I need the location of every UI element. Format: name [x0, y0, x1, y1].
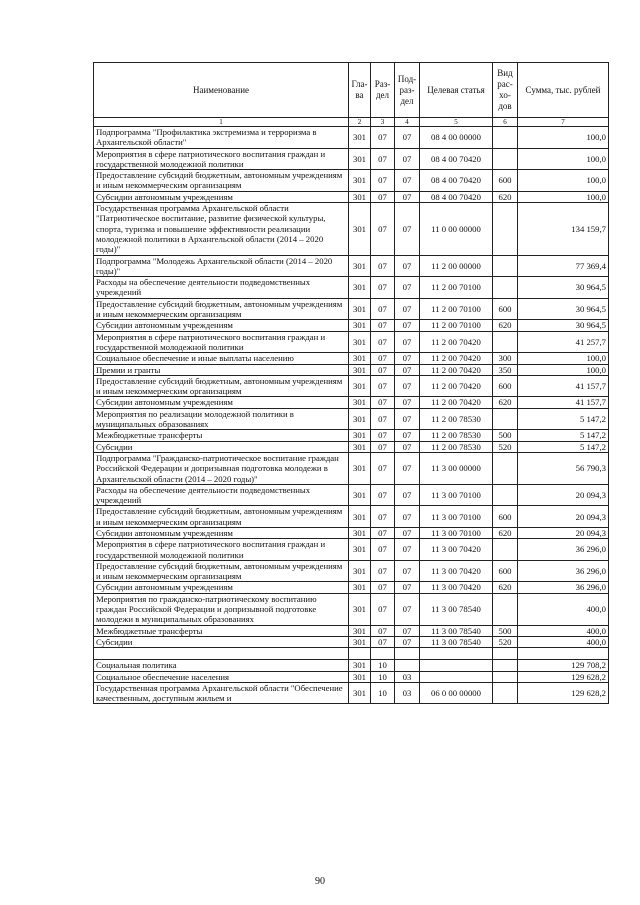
- table-row: [94, 375, 609, 397]
- row-expense-type: 500: [493, 625, 518, 636]
- row-section: 07: [371, 203, 395, 255]
- row-amount: 30 964,5: [518, 298, 609, 320]
- row-chapter: 301: [349, 320, 371, 331]
- row-chapter: 301: [349, 375, 371, 397]
- row-target-article: 11 3 00 00000: [420, 452, 493, 484]
- row-expense-type: [493, 593, 518, 625]
- row-section: 07: [371, 255, 395, 277]
- row-section: 07: [371, 127, 395, 149]
- column-number: 4: [395, 118, 420, 127]
- row-chapter: 301: [349, 560, 371, 582]
- row-section: 07: [371, 331, 395, 353]
- row-chapter: [349, 648, 371, 660]
- row-chapter: 301: [349, 148, 371, 170]
- table-row: [94, 648, 609, 660]
- table-row: [94, 127, 609, 149]
- column-number: 6: [493, 118, 518, 127]
- row-chapter: 301: [349, 441, 371, 452]
- row-amount: 36 296,0: [518, 560, 609, 582]
- table-row: [94, 203, 609, 255]
- row-section: 07: [371, 452, 395, 484]
- row-name: Предоставление субсидий бюджетным, автономным учреждениям и иным некоммерческим организациям: [94, 375, 349, 397]
- row-section: 07: [371, 277, 395, 299]
- header-amount: Сумма, тыс. рублей: [518, 63, 609, 118]
- row-chapter: 301: [349, 430, 371, 441]
- row-chapter: 301: [349, 170, 371, 192]
- row-amount: 5 147,2: [518, 441, 609, 452]
- row-amount: 129 628,2: [518, 682, 609, 704]
- row-expense-type: 620: [493, 527, 518, 538]
- row-amount: 77 369,4: [518, 255, 609, 277]
- row-chapter: 301: [349, 625, 371, 636]
- row-section: 07: [371, 170, 395, 192]
- row-expense-type: 520: [493, 636, 518, 647]
- row-name: Предоставление субсидий бюджетным, автономным учреждениям и иным некоммерческим организациям: [94, 560, 349, 582]
- row-chapter: 301: [349, 397, 371, 408]
- row-amount: 400,0: [518, 593, 609, 625]
- header-chapter: Гла-ва: [349, 63, 371, 118]
- row-name: Субсидии: [94, 441, 349, 452]
- row-target-article: [420, 660, 493, 671]
- row-section: 07: [371, 375, 395, 397]
- row-target-article: 11 3 00 78540: [420, 593, 493, 625]
- row-chapter: 301: [349, 682, 371, 704]
- row-target-article: 08 4 00 70420: [420, 191, 493, 202]
- row-amount: 129 708,2: [518, 660, 609, 671]
- row-section: 07: [371, 430, 395, 441]
- row-section: 07: [371, 353, 395, 364]
- row-chapter: 301: [349, 255, 371, 277]
- table-row: [94, 191, 609, 202]
- row-amount: 100,0: [518, 170, 609, 192]
- row-target-article: 11 2 00 70100: [420, 277, 493, 299]
- row-section: 07: [371, 364, 395, 375]
- row-expense-type: 620: [493, 320, 518, 331]
- row-section: 07: [371, 484, 395, 506]
- header-row: [94, 63, 609, 118]
- row-expense-type: [493, 682, 518, 704]
- table-row: [94, 408, 609, 430]
- row-expense-type: [493, 452, 518, 484]
- row-name: Мероприятия по гражданско-патриотическому воспитанию граждан Российской Федерации и допризывной подготовке молодежи в муниципальных образованиях: [94, 593, 349, 625]
- row-subsection: 07: [395, 320, 420, 331]
- row-chapter: 301: [349, 408, 371, 430]
- row-subsection: 07: [395, 560, 420, 582]
- row-chapter: 301: [349, 636, 371, 647]
- row-section: 07: [371, 148, 395, 170]
- row-amount: 100,0: [518, 191, 609, 202]
- row-target-article: 08 4 00 70420: [420, 148, 493, 170]
- row-expense-type: 600: [493, 298, 518, 320]
- row-target-article: 11 2 00 78530: [420, 408, 493, 430]
- table-row: [94, 671, 609, 682]
- row-target-article: 11 3 00 78540: [420, 636, 493, 647]
- row-chapter: 301: [349, 582, 371, 593]
- row-expense-type: 620: [493, 582, 518, 593]
- row-chapter: 301: [349, 452, 371, 484]
- row-expense-type: [493, 484, 518, 506]
- row-amount: 20 094,3: [518, 527, 609, 538]
- row-chapter: 301: [349, 539, 371, 561]
- row-chapter: 301: [349, 127, 371, 149]
- table-row: [94, 582, 609, 593]
- row-amount: 30 964,5: [518, 277, 609, 299]
- row-chapter: 301: [349, 506, 371, 528]
- column-number: 3: [371, 118, 395, 127]
- row-expense-type: 620: [493, 191, 518, 202]
- row-section: 07: [371, 582, 395, 593]
- row-name: [94, 648, 349, 660]
- row-subsection: 03: [395, 682, 420, 704]
- row-name: Предоставление субсидий бюджетным, автономным учреждениям и иным некоммерческим организациям: [94, 298, 349, 320]
- column-number: 2: [349, 118, 371, 127]
- row-target-article: 11 3 00 70420: [420, 582, 493, 593]
- row-subsection: 03: [395, 671, 420, 682]
- row-amount: 36 296,0: [518, 582, 609, 593]
- row-expense-type: [493, 203, 518, 255]
- row-subsection: 07: [395, 148, 420, 170]
- row-amount: 41 157,7: [518, 397, 609, 408]
- budget-table: [93, 62, 609, 704]
- row-target-article: 11 2 00 70420: [420, 331, 493, 353]
- row-chapter: 301: [349, 527, 371, 538]
- row-name: Социальное обеспечение и иные выплаты населению: [94, 353, 349, 364]
- row-target-article: 11 3 00 78540: [420, 625, 493, 636]
- row-chapter: 301: [349, 660, 371, 671]
- row-name: Премии и гранты: [94, 364, 349, 375]
- row-target-article: 11 0 00 00000: [420, 203, 493, 255]
- row-section: 10: [371, 671, 395, 682]
- row-target-article: 11 2 00 00000: [420, 255, 493, 277]
- table-row: [94, 397, 609, 408]
- row-section: 10: [371, 660, 395, 671]
- row-expense-type: 600: [493, 506, 518, 528]
- row-target-article: 11 2 00 70420: [420, 397, 493, 408]
- table-row: [94, 560, 609, 582]
- row-subsection: 07: [395, 203, 420, 255]
- row-subsection: 07: [395, 527, 420, 538]
- row-expense-type: [493, 255, 518, 277]
- row-expense-type: 300: [493, 353, 518, 364]
- row-target-article: 11 3 00 70420: [420, 560, 493, 582]
- row-target-article: 11 2 00 78530: [420, 430, 493, 441]
- table-row: [94, 364, 609, 375]
- row-expense-type: 620: [493, 397, 518, 408]
- row-subsection: 07: [395, 375, 420, 397]
- table-row: [94, 539, 609, 561]
- row-name: Предоставление субсидий бюджетным, автономным учреждениям и иным некоммерческим организациям: [94, 506, 349, 528]
- row-expense-type: [493, 331, 518, 353]
- row-section: 07: [371, 397, 395, 408]
- row-name: Субсидии: [94, 636, 349, 647]
- row-chapter: 301: [349, 203, 371, 255]
- table-row: [94, 320, 609, 331]
- row-expense-type: [493, 671, 518, 682]
- row-section: 07: [371, 408, 395, 430]
- column-number: 1: [94, 118, 349, 127]
- row-target-article: 11 2 00 70420: [420, 364, 493, 375]
- row-target-article: [420, 671, 493, 682]
- row-subsection: 07: [395, 636, 420, 647]
- row-name: Субсидии автономным учреждениям: [94, 397, 349, 408]
- row-expense-type: [493, 148, 518, 170]
- row-name: Субсидии автономным учреждениям: [94, 191, 349, 202]
- row-section: 07: [371, 191, 395, 202]
- row-name: Предоставление субсидий бюджетным, автономным учреждениям и иным некоммерческим организациям: [94, 170, 349, 192]
- table-row: [94, 660, 609, 671]
- row-subsection: 07: [395, 484, 420, 506]
- row-chapter: 301: [349, 331, 371, 353]
- row-amount: 20 094,3: [518, 506, 609, 528]
- row-expense-type: 600: [493, 560, 518, 582]
- row-chapter: 301: [349, 277, 371, 299]
- row-subsection: 07: [395, 170, 420, 192]
- row-chapter: 301: [349, 671, 371, 682]
- row-expense-type: [493, 127, 518, 149]
- row-subsection: 07: [395, 582, 420, 593]
- row-subsection: 07: [395, 506, 420, 528]
- row-subsection: [395, 660, 420, 671]
- row-amount: 100,0: [518, 364, 609, 375]
- table-row: [94, 277, 609, 299]
- row-section: 07: [371, 636, 395, 647]
- row-amount: 56 790,3: [518, 452, 609, 484]
- row-expense-type: [493, 648, 518, 660]
- row-target-article: 11 2 00 78530: [420, 441, 493, 452]
- table-row: [94, 441, 609, 452]
- row-chapter: 301: [349, 298, 371, 320]
- row-target-article: 11 3 00 70100: [420, 506, 493, 528]
- row-name: Субсидии автономным учреждениям: [94, 527, 349, 538]
- row-target-article: 11 2 00 70420: [420, 353, 493, 364]
- table-row: [94, 452, 609, 484]
- row-amount: 30 964,5: [518, 320, 609, 331]
- table-row: [94, 593, 609, 625]
- row-amount: 100,0: [518, 127, 609, 149]
- row-target-article: 11 2 00 70100: [420, 320, 493, 331]
- table-row: [94, 331, 609, 353]
- header-target-article: Целевая статья: [420, 63, 493, 118]
- row-subsection: 07: [395, 452, 420, 484]
- row-section: [371, 648, 395, 660]
- row-name: Мероприятия по реализации молодежной политики в муниципальных образованиях: [94, 408, 349, 430]
- row-target-article: 11 2 00 70420: [420, 375, 493, 397]
- table-body: [94, 127, 609, 704]
- row-amount: 36 296,0: [518, 539, 609, 561]
- row-subsection: [395, 648, 420, 660]
- table-row: [94, 625, 609, 636]
- table-row: [94, 636, 609, 647]
- row-name: Подпрограмма "Профилактика экстремизма и терроризма в Архангельской области": [94, 127, 349, 149]
- row-name: Субсидии автономным учреждениям: [94, 582, 349, 593]
- row-section: 07: [371, 320, 395, 331]
- table-row: [94, 255, 609, 277]
- row-name: Субсидии автономным учреждениям: [94, 320, 349, 331]
- row-subsection: 07: [395, 353, 420, 364]
- row-name: Социальное обеспечение населения: [94, 671, 349, 682]
- row-target-article: 06 0 00 00000: [420, 682, 493, 704]
- row-target-article: 11 3 00 70100: [420, 484, 493, 506]
- row-section: 07: [371, 625, 395, 636]
- row-chapter: 301: [349, 593, 371, 625]
- table-row: [94, 484, 609, 506]
- table-row: [94, 353, 609, 364]
- row-name: Межбюджетные трансферты: [94, 625, 349, 636]
- row-name: Мероприятия в сфере патриотического воспитания граждан и государственной молодежной политики: [94, 539, 349, 561]
- row-chapter: 301: [349, 364, 371, 375]
- row-expense-type: [493, 539, 518, 561]
- column-number-row: [94, 118, 609, 127]
- row-expense-type: 600: [493, 375, 518, 397]
- row-section: 07: [371, 560, 395, 582]
- header-subsection: Под-раз-дел: [395, 63, 420, 118]
- row-amount: 20 094,3: [518, 484, 609, 506]
- row-amount: 400,0: [518, 636, 609, 647]
- column-number: 7: [518, 118, 609, 127]
- row-target-article: 11 2 00 70100: [420, 298, 493, 320]
- row-target-article: 11 3 00 70100: [420, 527, 493, 538]
- row-section: 07: [371, 441, 395, 452]
- table-row: [94, 506, 609, 528]
- page-number: 90: [315, 876, 325, 887]
- row-subsection: 07: [395, 408, 420, 430]
- row-section: 07: [371, 298, 395, 320]
- table-row: [94, 170, 609, 192]
- column-number: 5: [420, 118, 493, 127]
- row-subsection: 07: [395, 593, 420, 625]
- table-row: [94, 148, 609, 170]
- row-amount: 5 147,2: [518, 408, 609, 430]
- row-amount: 5 147,2: [518, 430, 609, 441]
- row-chapter: 301: [349, 484, 371, 506]
- row-amount: 100,0: [518, 148, 609, 170]
- row-target-article: [420, 648, 493, 660]
- row-subsection: 07: [395, 625, 420, 636]
- row-subsection: 07: [395, 430, 420, 441]
- row-expense-type: [493, 660, 518, 671]
- row-expense-type: 600: [493, 170, 518, 192]
- row-amount: [518, 648, 609, 660]
- row-name: Подпрограмма "Молодежь Архангельской области (2014 – 2020 годы)": [94, 255, 349, 277]
- row-name: Подпрограмма "Гражданско-патриотическое воспитание граждан Российской Федерации и допризывная подготовка молодежи в Архангельской области (2014 – 2020 годы)": [94, 452, 349, 484]
- row-subsection: 07: [395, 298, 420, 320]
- row-name: Мероприятия в сфере патриотического воспитания граждан и государственной молодежной политики: [94, 148, 349, 170]
- table-row: [94, 682, 609, 704]
- row-expense-type: [493, 277, 518, 299]
- row-expense-type: 350: [493, 364, 518, 375]
- row-section: 07: [371, 539, 395, 561]
- row-amount: 41 257,7: [518, 331, 609, 353]
- row-section: 07: [371, 506, 395, 528]
- row-subsection: 07: [395, 191, 420, 202]
- row-section: 07: [371, 593, 395, 625]
- row-subsection: 07: [395, 364, 420, 375]
- row-subsection: 07: [395, 441, 420, 452]
- row-expense-type: 500: [493, 430, 518, 441]
- row-section: 07: [371, 527, 395, 538]
- row-subsection: 07: [395, 127, 420, 149]
- table-row: [94, 430, 609, 441]
- row-name: Межбюджетные трансферты: [94, 430, 349, 441]
- row-name: Расходы на обеспечение деятельности подведомственных учреждений: [94, 484, 349, 506]
- row-amount: 134 159,7: [518, 203, 609, 255]
- header-expense-type: Вид рас-хо-дов: [493, 63, 518, 118]
- row-subsection: 07: [395, 277, 420, 299]
- row-expense-type: 520: [493, 441, 518, 452]
- row-name: Социальная политика: [94, 660, 349, 671]
- row-name: Мероприятия в сфере патриотического воспитания граждан и государственной молодежной политики: [94, 331, 349, 353]
- row-amount: 400,0: [518, 625, 609, 636]
- row-subsection: 07: [395, 331, 420, 353]
- header-name: Наименование: [94, 63, 349, 118]
- row-amount: 129 628,2: [518, 671, 609, 682]
- row-subsection: 07: [395, 539, 420, 561]
- row-target-article: 11 3 00 70420: [420, 539, 493, 561]
- row-name: Расходы на обеспечение деятельности подведомственных учреждений: [94, 277, 349, 299]
- row-expense-type: [493, 408, 518, 430]
- row-subsection: 07: [395, 397, 420, 408]
- row-amount: 100,0: [518, 353, 609, 364]
- row-name: Государственная программа Архангельской области "Обеспечение качественным, доступным жильем и: [94, 682, 349, 704]
- row-section: 10: [371, 682, 395, 704]
- row-subsection: 07: [395, 255, 420, 277]
- header-section: Раз-дел: [371, 63, 395, 118]
- row-name: Государственная программа Архангельской области "Патриотическое воспитание, развитие физической культуры, спорта, туризма и повышение эффективности реализации молодежной политики в Архангельской области (2014 – 2020 годы)": [94, 203, 349, 255]
- row-amount: 41 157,7: [518, 375, 609, 397]
- table-row: [94, 527, 609, 538]
- row-chapter: 301: [349, 191, 371, 202]
- row-target-article: 08 4 00 70420: [420, 170, 493, 192]
- row-target-article: 08 4 00 00000: [420, 127, 493, 149]
- table-row: [94, 298, 609, 320]
- row-chapter: 301: [349, 353, 371, 364]
